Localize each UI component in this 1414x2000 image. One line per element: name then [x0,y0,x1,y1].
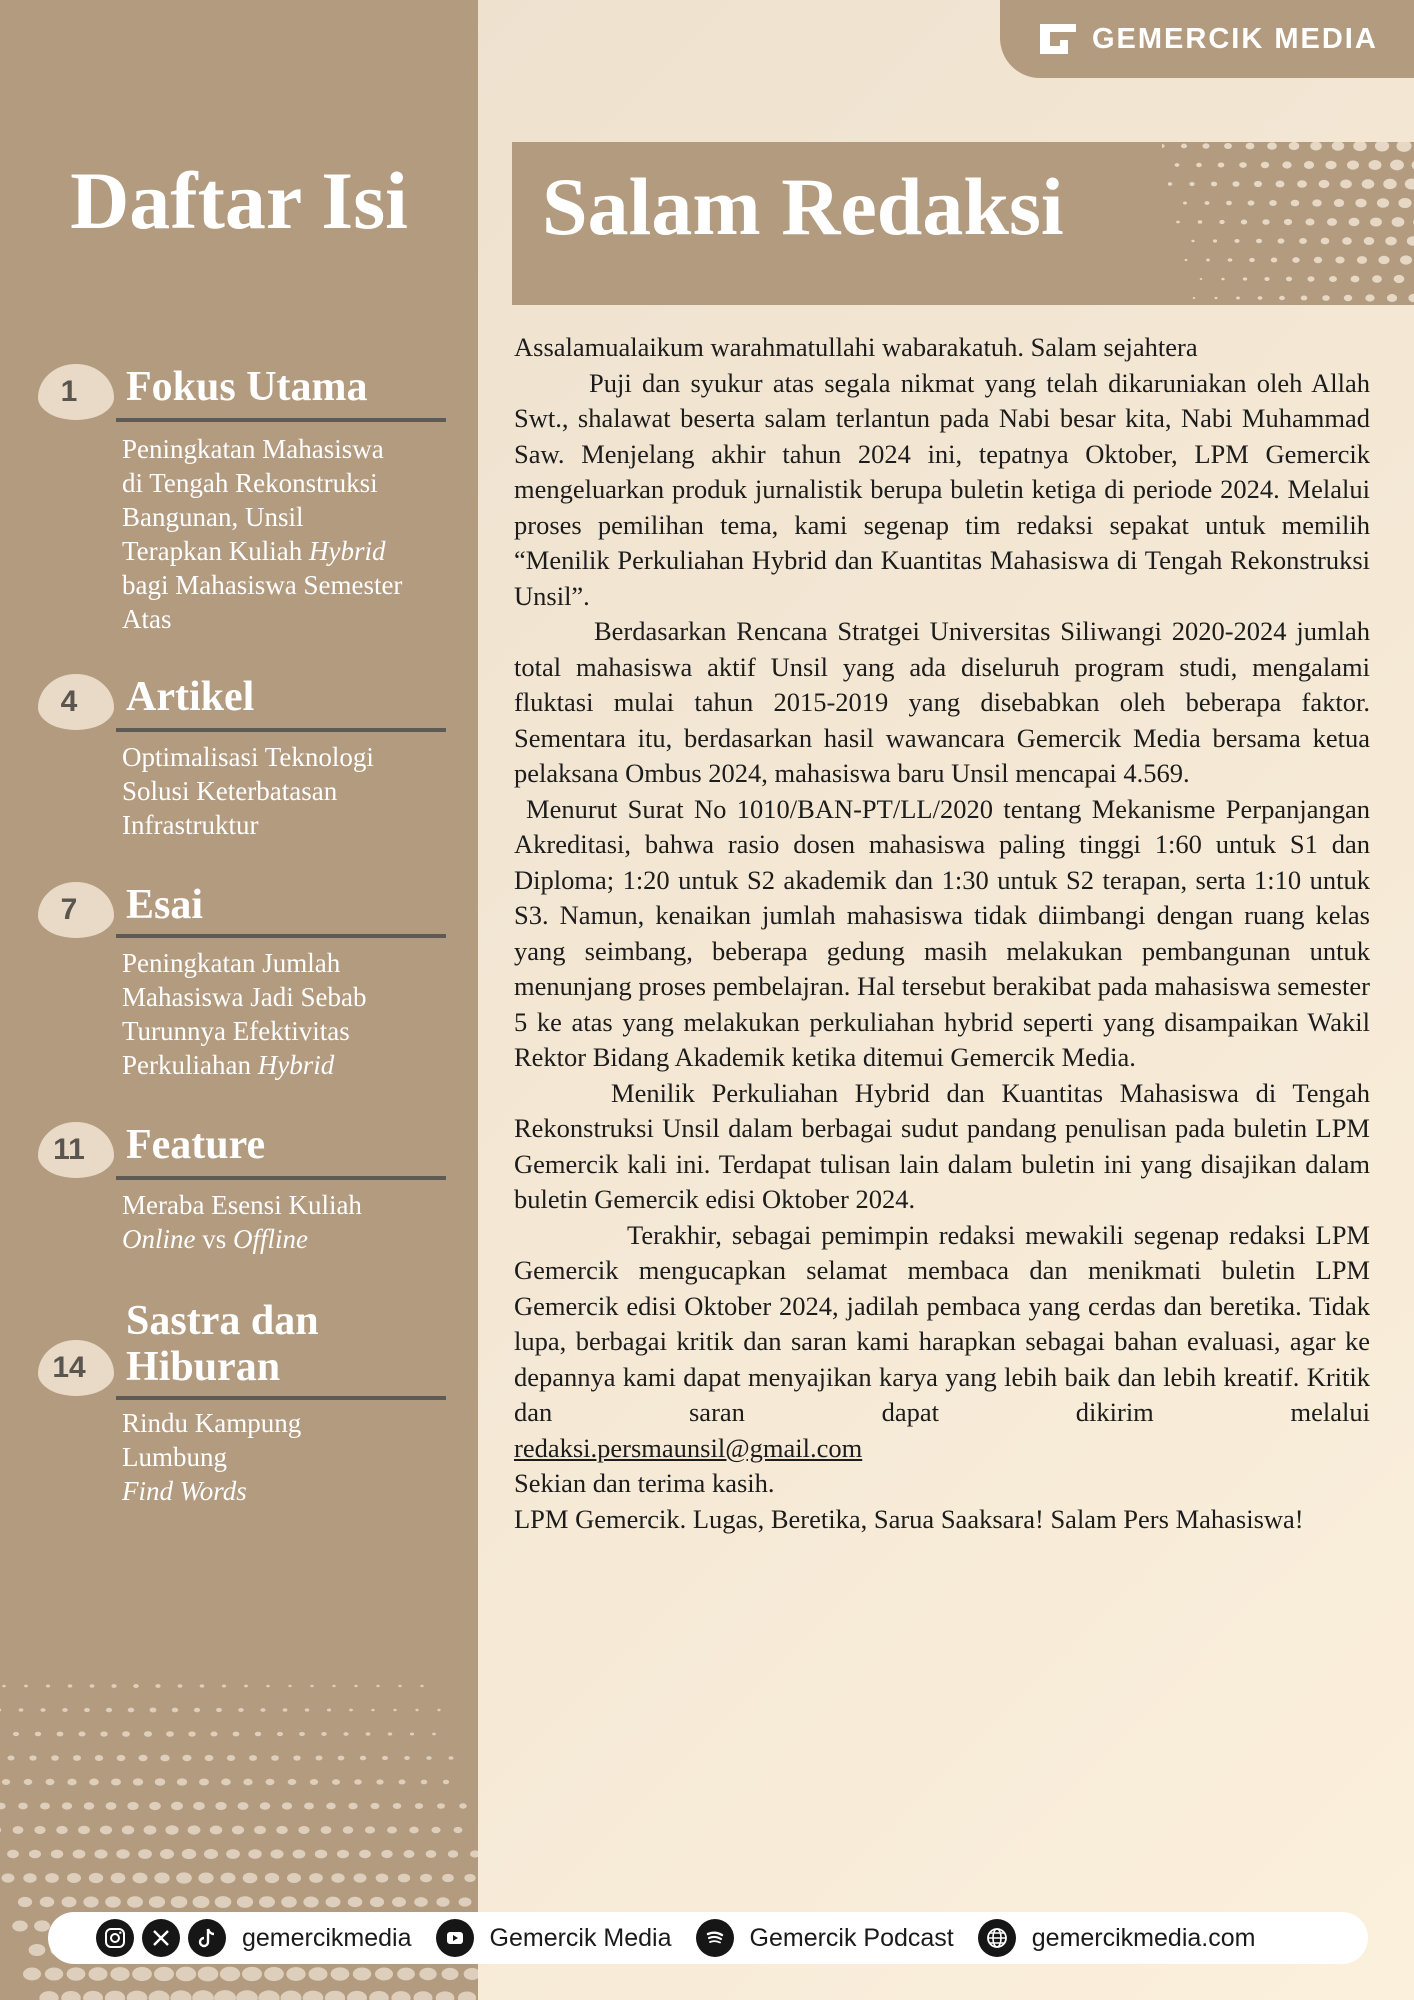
editorial-header [512,142,1414,305]
podcast-name[interactable]: Gemercik Podcast [749,1923,954,1952]
paragraph: Terakhir, sebagai pemimpin redaksi mewakili segenap redaksi LPM Gemercik mengucapkan selamat membaca dan menikmati buletin LPM Gemercik edisi Oktober 2024, jadilah pembaca yang cerdas dan beretika. Tidak lupa, berbagai kritik dan saran kami harapkan sebagai bahan evaluasi, agar ke depannya kami dapat menyajikan karya yang lebih baik dan lebih kreatif. Kritik dan saran dapat dikirim melalui [514,1219,1370,1427]
paragraph: Puji dan syukur atas segala nikmat yang telah dikaruniakan oleh Allah Swt., shalawat beserta salam terlantun pada Nabi besar kita, Nabi Muhammad Saw. Menjelang akhir tahun 2024 ini, tepatnya Oktober, LPM Gemercik mengeluarkan produk jurnalistik berupa buletin ketiga di periode 2024. Melalui proses pemilihan tema, kami segenap tim redaksi sepakat untuk memilih “Menilik Perkuliahan Hybrid dan Kuantitas Mahasiswa di Tengah Rekonstruksi Unsil”. [514,367,1370,611]
toc-item-artikel[interactable] [38,674,448,844]
toc-item-title: Fokus Utama [126,364,368,410]
instagram-icon[interactable] [96,1919,134,1957]
youtube-channel[interactable]: Gemercik Media [489,1923,672,1952]
greeting: Assalamualaikum warahmatullahi wabarakatuh. Salam sejahtera [514,332,1198,362]
paragraph: Menilik Perkuliahan Hybrid dan Kuantitas Mahasiswa di Tengah Rekonstruksi Unsil dalam berbagai sudut pandang penulisan pada buletin LPM Gemercik kali ini. Terdapat tulisan lain dalam buletin ini yang disajikan dalam buletin Gemercik edisi Oktober 2024. [514,1077,1370,1214]
youtube-icon[interactable] [436,1919,474,1957]
toc-item-feature[interactable] [38,1122,448,1262]
toc-item-title: Artikel [126,674,255,720]
closing: Sekian dan terima kasih. [514,1468,775,1498]
toc-item-sastra-dan-hiburan[interactable] [38,1298,448,1518]
email-paragraph [514,1431,1370,1467]
gemercik-logo-icon [1038,22,1078,56]
page-number-badge: 14 [38,1340,114,1396]
divider [116,934,446,938]
closing-motto: LPM Gemercik. Lugas, Beretika, Sarua Saaksara! Salam Pers Mahasiswa! [514,1503,1304,1534]
brand-name: GEMERCIK MEDIA [1092,22,1378,55]
page-number-badge: 7 [38,882,114,938]
divider [116,1176,446,1180]
toc-item-description: Peningkatan Mahasiswa di Tengah Rekonstruksi Bangunan, Unsil Terapkan Kuliah Hybrid bagi Mahasiswa Semester Atas [122,434,403,634]
table-of-contents-panel [0,0,478,2000]
toc-item-title: Esai [126,882,204,928]
paragraph: Berdasarkan Rencana Stratgei Universitas Siliwangi 2020-2024 jumlah total mahasiswa aktif Unsil yang ada diseluruh program studi, mengalami fluktasi mulai tahun 2015-2019 yang disebabkan oleh beberapa faktor. Sementara itu, berdasarkan hasil wawancara Gemercik Media bersama ketua pelaksana Ombus 2024, mahasiswa baru Unsil mencapai 4.569. [514,616,1370,788]
globe-icon[interactable] [978,1919,1016,1957]
toc-title: Daftar Isi [70,155,408,246]
toc-item-description: Meraba Esensi Kuliah Online vs Offline [122,1190,362,1254]
tiktok-icon[interactable] [188,1919,226,1957]
paragraph: Menurut Surat No 1010/BAN-PT/LL/2020 tentang Mekanisme Perpanjangan Akreditasi, bahwa rasio dosen mahasiswa paling tinggi 1:60 untuk S1 dan Diploma; 1:20 untuk S2 akademik dan 1:30 untuk S2 terapan, serta 1:10 untuk S3. Namun, kenaikan jumlah mahasiswa tidak diimbangi dengan ruang kelas yang seimbang, beberapa gedung masih melakukan pembangunan untuk menunjang proses pembelajran. Hal tersebut berakibat pada mahasiswa semester 5 ke atas yang melakukan perkuliahan hybrid seperti yang disampaikan Wakil Rektor Bidang Akademik ketika ditemui Gemercik Media. [514,793,1370,1072]
page-number-badge: 1 [38,364,114,420]
toc-item-description: Optimalisasi Teknologi Solusi Keterbatasan Infrastruktur [122,742,374,840]
page-number-badge: 11 [38,1122,114,1178]
decorative-dots [1162,142,1414,305]
toc-item-title: Sastra dan Hiburan [126,1298,319,1390]
social-handle[interactable]: gemercikmedia [242,1923,412,1952]
social-media-bar [48,1912,1368,1964]
editorial-body [514,330,1370,1537]
divider [116,728,446,732]
page-number-badge: 4 [38,674,114,730]
website-link[interactable]: gemercikmedia.com [1031,1923,1256,1952]
page-title: Salam Redaksi [542,161,1064,252]
brand-logo [1000,0,1414,78]
toc-item-esai[interactable] [38,882,448,1092]
toc-item-title: Feature [126,1122,266,1168]
divider [116,1396,446,1400]
toc-item-fokus-utama[interactable] [38,364,448,634]
x-twitter-icon[interactable] [142,1919,180,1957]
divider [116,418,446,422]
email-link[interactable]: redaksi.persmaunsil@gmail.com [514,1432,863,1463]
toc-item-description: Peningkatan Jumlah Mahasiswa Jadi Sebab Turunnya Efektivitas Perkuliahan Hybrid [122,948,367,1080]
toc-item-description: Rindu Kampung Lumbung Find Words [122,1408,302,1506]
spotify-icon[interactable] [696,1919,734,1957]
